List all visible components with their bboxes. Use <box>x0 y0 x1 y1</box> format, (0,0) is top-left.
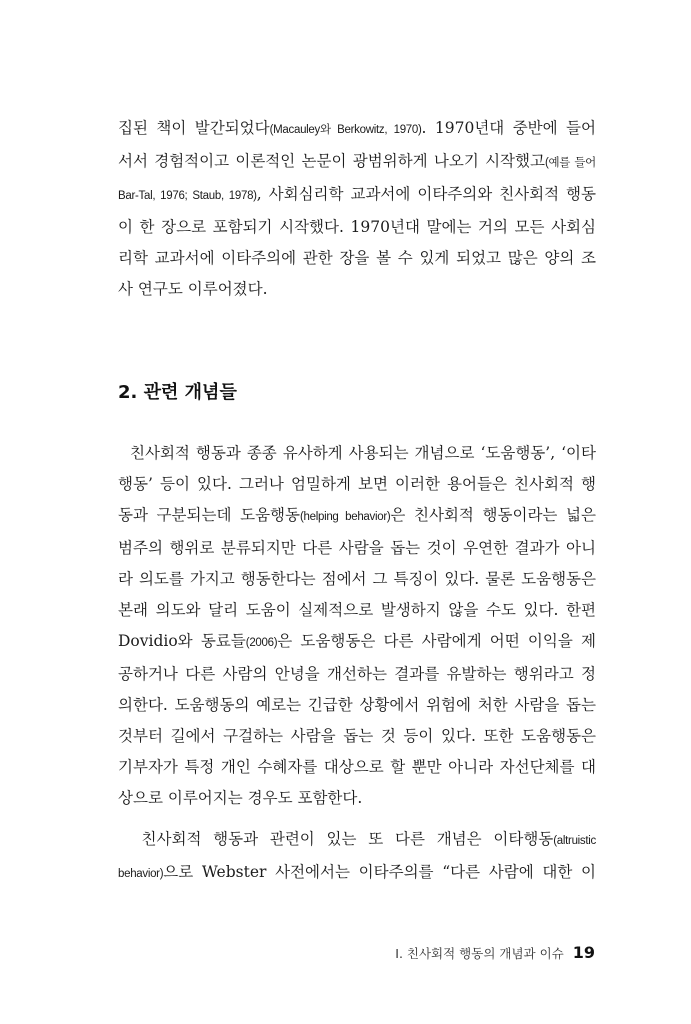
text-run: 서서 경험적이고 이론적인 논문이 광범위하게 나오기 시작했고 <box>118 152 545 170</box>
text-line <box>118 626 596 659</box>
text-line: 이 한 장으로 포함되기 시작했다. 1970년대 말에는 거의 모든 사회심 <box>118 218 596 236</box>
paragraph-2 <box>118 438 596 814</box>
text-line: 라 의도를 가지고 행동한다는 점에서 그 특징이 있다. 물론 도움행동은 <box>118 570 596 588</box>
citation: (2006) <box>245 637 278 649</box>
citation: (Macauley와 Berkowitz, 1970) <box>269 124 422 136</box>
text-line <box>118 500 596 533</box>
text-run: , 사회심리학 교과서에 이타주의와 친사회적 행동 <box>256 185 596 203</box>
section-heading: 2. 관련 개념들 <box>118 382 237 403</box>
text-line <box>118 179 596 212</box>
text-line: 행동’ 등이 있다. 그러나 엄밀하게 보면 이러한 용어들은 친사회적 행 <box>118 475 596 493</box>
text-line <box>118 113 596 146</box>
text-line: 리학 교과서에 이타주의에 관한 장을 볼 수 있게 되었고 많은 양의 조 <box>118 249 596 267</box>
citation: behavior) <box>118 868 164 880</box>
text-line: 상으로 이루어지는 경우도 포함한다. <box>118 789 363 807</box>
text-run: . 1970년대 중반에 들어 <box>421 119 596 137</box>
citation: (예를 들어 <box>544 157 596 169</box>
text-line <box>118 857 596 890</box>
text-run: 으로 Webster 사전에서는 이타주의를 “다른 사람에 대한 이 <box>163 863 596 881</box>
text-line <box>118 824 596 857</box>
text-run: 은 도움행동은 다른 사람에게 어떤 이익을 제 <box>277 632 596 650</box>
text-line: 의한다. 도움행동의 예로는 긴급한 상황에서 위험에 처한 사람을 돕는 <box>118 696 596 714</box>
text-line: 친사회적 행동과 종종 유사하게 사용되는 개념으로 ‘도움행동’, ‘이타 <box>118 444 596 462</box>
text-run: 동과 구분되는데 도움행동 <box>118 506 300 524</box>
text-line: 본래 의도와 달리 도움이 실제적으로 발생하지 않을 수도 있다. 한편 <box>118 601 596 619</box>
text-run: 친사회적 행동과 관련이 있는 또 다른 개념은 이타행동 <box>118 830 554 848</box>
page-footer <box>395 943 595 962</box>
text-run: 집된 책이 발간되었다 <box>118 119 270 137</box>
text-line <box>118 146 596 179</box>
text-run: Dovidio와 동료들 <box>118 632 246 650</box>
citation: (helping behavior) <box>300 511 391 523</box>
paragraph-1 <box>118 113 596 305</box>
citation: Bar-Tal, 1976; Staub, 1978) <box>118 190 257 202</box>
text-line: 사 연구도 이루어졌다. <box>118 280 268 298</box>
citation: (altruistic <box>553 835 596 847</box>
text-line: 공하거나 다른 사람의 안녕을 개선하는 결과를 유발하는 행위라고 정 <box>118 665 596 683</box>
text-line: 범주의 행위로 분류되지만 다른 사람을 돕는 것이 우연한 결과가 아니 <box>118 539 596 557</box>
text-line: 것부터 길에서 구걸하는 사람을 돕는 것 등이 있다. 또한 도움행동은 <box>118 727 596 745</box>
paragraph-3 <box>118 824 596 890</box>
text-run: 은 친사회적 행동이라는 넓은 <box>390 506 596 524</box>
text-line: 기부자가 특정 개인 수혜자를 대상으로 할 뿐만 아니라 자선단체를 대 <box>118 758 596 776</box>
page-number: 19 <box>572 943 595 962</box>
running-title: I. 친사회적 행동의 개념과 이슈 <box>395 946 564 961</box>
